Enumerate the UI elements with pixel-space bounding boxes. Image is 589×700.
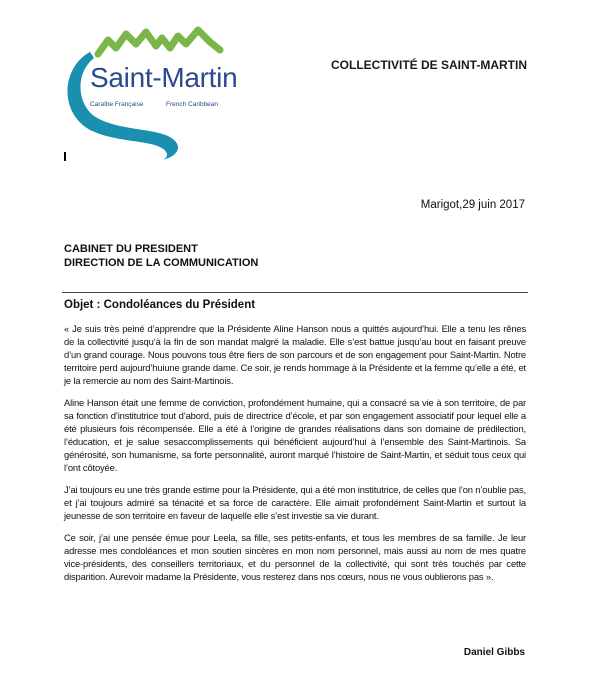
- signature: Daniel Gibbs: [463, 647, 525, 658]
- logo-wordmark: Saint-Martin: [90, 62, 238, 93]
- text-cursor-mark: [64, 152, 66, 161]
- paragraph-2: Aline Hanson était une femme de conviction, profondément humaine, qui a consacré sa vie à son territoire, de par sa fonction d’institutrice tout d’abord, puis de directrice d’école, et par son engagement associatif pour lequel elle a été plusieurs fois récompensée. Elle a été à l’origine de grandes réalisations dans son domaine de prédilection, l’éducation, et je salue sesaccomplissements qui bénéficient aujourd’hui à l’ensemble des Saint-Martinois. Sa générosité, son humanisme, sa forte personnalité, auront marqué l’histoire de Saint-Martin, et séduit tous ceux qui l’ont côtoyée.: [64, 397, 526, 473]
- letter-body: [64, 322, 526, 592]
- paragraph-3: J’ai toujours eu une très grande estime pour la Présidente, qui a été mon institutrice, de celles que l’on n’oublie pas, et j’ai toujours admiré sa ténacité et sa force de caractère. Elle aimait profondément Saint-Martin et surtout la jeunesse de son territoire en faveur de laquelle elle s’est investie sa vie durant.: [64, 484, 526, 521]
- logo-subtitle-french: Caraïbe Française: [90, 101, 144, 108]
- saint-martin-logo: [60, 22, 265, 162]
- organization-heading: COLLECTIVITÉ DE SAINT-MARTIN: [331, 58, 527, 72]
- divider-rule: [62, 292, 528, 293]
- subject-line: Objet : Condoléances du Président: [64, 299, 256, 311]
- sender-line-1: CABINET DU PRESIDENT: [64, 243, 198, 255]
- sender-block: [64, 242, 258, 270]
- date-line: Marigot,29 juin 2017: [420, 199, 525, 211]
- logo-subtitle-english: French Caribbean: [166, 101, 219, 108]
- paragraph-4: Ce soir, j’ai une pensée émue pour Leela, sa fille, ses petits-enfants, et tous les membres de sa famille. Je leur adresse mes condoléances et mon soutien sincères en mon nom personnel, mais aussi au nom de mes quatre vice-présidents, des conseillers territoriaux, et du personnel de la collectivité, qui sont très touchés par cette disparition. Aurevoir madame la Présidente, vous resterez dans nos cœurs, nous ne vous oublierons pas ».: [64, 532, 526, 582]
- sender-line-2: DIRECTION DE LA COMMUNICATION: [64, 257, 259, 269]
- paragraph-1: « Je suis très peiné d’apprendre que la Présidente Aline Hanson nous a quittés aujourd’hui. Elle a tenu les rênes de la collectivité jusqu’à la fin de son mandat malgré la maladie. Elle s’est battue jusqu’au bout en faisant preuve d’un grand courage. Nous pouvons tous être fiers de son parcours et de son engagement pour Saint-Martin. Notre territoire perd aujourd’huiune grande dame. Ce soir, je rends hommage à la Présidente et la femme qu’elle a été, et je la remercie au nom des Saint-Martinois.: [64, 323, 526, 386]
